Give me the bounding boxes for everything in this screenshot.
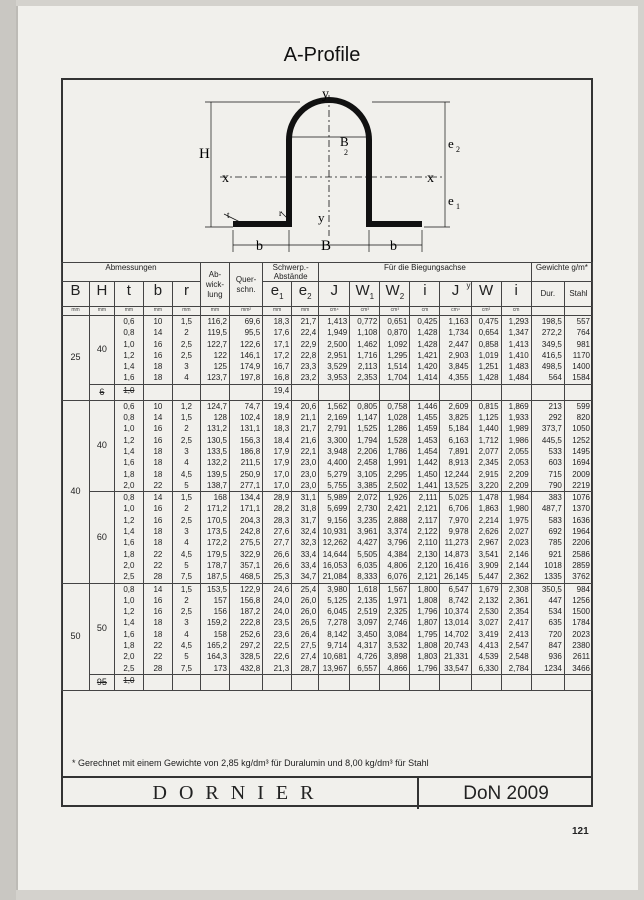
hdr-querschn: Quer-schn. (229, 263, 262, 307)
cell-Wx2 (380, 384, 410, 400)
cell-Wx2: 1,567 1,971 2,325 2,746 3,084 3,532 3,898 4,866 (380, 583, 410, 674)
cell-abw: 153,5 157 156 159,2 158 165,2 164,3 173 (200, 583, 229, 674)
cell-Wx1 (350, 384, 380, 400)
cell-Wx1: 2,072 2,730 3,235 3,961 4,427 5,505 6,035 8,333 (350, 492, 380, 583)
cell-H: 40 (89, 400, 114, 491)
sym-e2-main: e (298, 282, 308, 299)
cell-Wx1 (350, 674, 380, 690)
unit-H: mm (89, 307, 114, 316)
unit-Wx2: cm³ (380, 307, 410, 316)
cell-r (172, 674, 200, 690)
hdr-schwerp: Schwerp.-Abstände (263, 263, 319, 282)
cell-F (229, 384, 262, 400)
cell-e2: 20,6 21,1 21,7 21,6 22,1 23,0 23,0 23,0 (292, 400, 319, 491)
cell-H: 60 (89, 492, 114, 583)
unit-iy: cm (501, 307, 531, 316)
cell-b (143, 384, 172, 400)
cell-Wy: 1,478 1,863 2,214 2,626 2,967 3,541 3,909 5,447 (471, 492, 501, 583)
sym-Wx1-main: W (355, 282, 370, 299)
sym-ix: i (410, 282, 440, 307)
label-H: H (199, 146, 210, 162)
cell-e2: 25,4 26,0 26,0 26,5 26,4 27,5 27,4 28,7 (292, 583, 319, 674)
cell-Jy (440, 384, 471, 400)
label-e1-sub: 1 (456, 202, 460, 211)
cell-stahl (564, 384, 592, 400)
label-b-left: b (256, 239, 263, 254)
cell-abw: 116,2 119,5 122,7 122 125 123,7 (200, 316, 229, 385)
cell-t: 0,8 1,0 1,2 1,4 1,6 1,8 2,0 2,5 (114, 583, 143, 674)
sym-t: t (114, 282, 143, 307)
sym-stahl: Stahl (564, 282, 592, 307)
label-y-bottom: y (318, 210, 325, 225)
cell-e1: 24,6 24,0 24,0 23,5 23,6 22,5 22,6 21,3 (263, 583, 292, 674)
cell-Wy: 1,679 2,132 2,530 3,027 3,419 4,413 4,539 6,330 (471, 583, 501, 674)
cell-b: 10 14 16 16 18 18 (143, 316, 172, 385)
cell-stahl (564, 674, 592, 690)
cell-Jy (440, 674, 471, 690)
cell-stahl: 1076 1370 1636 1964 2206 2586 2859 3762 (564, 492, 592, 583)
table-row (62, 492, 593, 583)
cell-stahl: 557 764 981 1170 1400 1584 (564, 316, 592, 385)
cell-Wy (471, 384, 501, 400)
cell-iy: 2,308 2,361 2,354 2,417 2,413 2,547 2,548 2,784 (501, 583, 531, 674)
cell-H: 95 (89, 674, 114, 690)
cell-ix: 1,446 1,455 1,459 1,453 1,454 1,442 1,450 1,441 (410, 400, 440, 491)
table-row (62, 583, 593, 674)
cell-abw (200, 384, 229, 400)
unit-F (229, 307, 262, 316)
cell-F: 134,4 171,1 204,3 242,8 275,5 322,9 357,1 468,5 (229, 492, 262, 583)
cell-F (229, 674, 262, 690)
cell-Jy: 6,547 8,742 10,374 13,014 14,702 20,743 21,331 33,547 (440, 583, 471, 674)
cell-B: 40 (62, 400, 90, 583)
cell-r: 1,5 2 2,5 3 4 4,5 5 7,5 (172, 492, 200, 583)
sym-r: r (172, 282, 200, 307)
sym-Jx-main: J (330, 282, 338, 299)
hdr-biegung: Für die Biegungsachse (319, 263, 532, 282)
unit-r: mm (172, 307, 200, 316)
label-e2-sub: 2 (456, 145, 460, 154)
cell-ix (410, 384, 440, 400)
sym-e1-sub: 1 (279, 292, 284, 301)
cell-b: 10 14 16 16 18 18 18 22 (143, 400, 172, 491)
sym-Jy (440, 282, 471, 307)
cell-t: 0,8 1,0 1,2 1,4 1,6 1,8 2,0 2,5 (114, 492, 143, 583)
label-r: r (279, 208, 282, 218)
unit-dur (531, 307, 564, 316)
label-B2: B (340, 134, 349, 149)
cell-e1: 28,9 28,2 28,3 27,6 27,7 26,6 26,6 25,3 (263, 492, 292, 583)
cell-Wx2: 1,926 2,421 2,888 3,374 3,796 4,384 4,806 6,076 (380, 492, 410, 583)
cell-Wx1: 0,805 1,147 1,525 1,794 2,206 2,458 3,105 3,385 (350, 400, 380, 491)
cell-Wx1: 1,618 2,135 2,519 3,097 3,450 4,317 4,726 6,557 (350, 583, 380, 674)
cell-iy (501, 384, 531, 400)
cell-r: 1,5 2 2,5 2,5 3 4 (172, 316, 200, 385)
cell-dur: 198,5 272,2 349,5 416,5 498,5 564 (531, 316, 564, 385)
cell-B: 50 (62, 583, 90, 690)
cell-t: 1,0 (114, 384, 143, 400)
cell-ix: 2,111 2,121 2,117 2,122 2,110 2,130 2,120 2,121 (410, 492, 440, 583)
sym-Wx2-sub: 2 (399, 292, 405, 301)
cell-e1: 19,4 (263, 384, 292, 400)
cell-Wx2: 0,651 0,870 1,092 1,295 1,514 1,704 (380, 316, 410, 385)
cell-iy: 1,869 1,933 1,989 1,986 2,055 2,053 2,209 2,209 (501, 400, 531, 491)
cell-ix (410, 674, 440, 690)
unit-Jx: cm⁴ (319, 307, 350, 316)
cell-r: 1,5 2 2,5 3 4 4,5 5 7,5 (172, 583, 200, 674)
profile-outline (233, 100, 422, 224)
cell-abw: 168 171,2 170,5 173,5 172,2 179,5 178,7 187,5 (200, 492, 229, 583)
cell-Jx: 1,413 1,949 2,500 2,951 3,529 3,953 (319, 316, 350, 385)
page-number: 121 (572, 826, 589, 837)
table-row (62, 400, 593, 491)
sym-Wx1 (350, 282, 380, 307)
cell-B: 25 (62, 316, 90, 401)
unit-ix: cm (410, 307, 440, 316)
cell-b (143, 674, 172, 690)
maker-name: DORNIER (61, 778, 419, 809)
cell-e1: 18,3 17,6 17,1 17,2 16,7 16,8 (263, 316, 292, 385)
unit-F-text: mm² (241, 307, 252, 313)
unit-t: mm (114, 307, 143, 316)
cell-Wx2 (380, 674, 410, 690)
cell-abw: 124,7 128 131,2 130,5 133,5 132,2 139,5 138,7 (200, 400, 229, 491)
sym-e2-sub: 2 (307, 292, 312, 301)
cell-Jy: 1,163 1,734 2,447 2,903 3,845 4,355 (440, 316, 471, 385)
cell-Jx: 1,562 2,169 2,791 3,300 3,948 4,400 5,279 5,755 (319, 400, 350, 491)
title-block (61, 776, 593, 809)
cell-b: 14 16 16 18 18 22 22 28 (143, 492, 172, 583)
cell-Wy: 0,815 1,125 1,440 1,712 2,077 2,345 2,915 3,220 (471, 400, 501, 491)
cell-t: 0,6 0,8 1,0 1,2 1,4 1,6 (114, 316, 143, 385)
label-y-top: y (322, 87, 329, 102)
cell-r: 1,2 1,5 2 2,5 3 4 4,5 5 (172, 400, 200, 491)
label-B: B (321, 238, 332, 254)
cell-dur (531, 674, 564, 690)
sym-b: b (143, 282, 172, 307)
cell-dur: 350,5 447 534 635 720 847 936 1234 (531, 583, 564, 674)
cell-e2 (292, 674, 319, 690)
label-e2: e (448, 136, 454, 151)
label-t: t (227, 210, 230, 220)
cell-Wx1: 0,772 1,108 1,462 1,716 2,113 2,353 (350, 316, 380, 385)
cell-F: 69,6 95,5 122,6 146,1 174,9 197,8 (229, 316, 262, 385)
cell-abw (200, 674, 229, 690)
table-row (62, 674, 593, 690)
unit-e2: mm (292, 307, 319, 316)
cell-ix: 1,800 1,808 1,796 1,807 1,795 1,808 1,803 1,796 (410, 583, 440, 674)
sym-e2 (292, 282, 319, 307)
cell-H: 50 (89, 583, 114, 674)
cell-Jx (319, 674, 350, 690)
cell-iy: 1,984 1,980 1,975 2,027 2,023 2,146 2,144 2,362 (501, 492, 531, 583)
sym-iy: i (501, 282, 531, 307)
sym-Jy-main: J (451, 282, 460, 299)
unit-B: mm (62, 307, 90, 316)
table-row (62, 316, 593, 385)
footnote: * Gerechnet mit einem Gewichte von 2,85 kg/dm³ für Duralumin und 8,00 kg/dm³ für Stahl (72, 758, 429, 768)
cell-Wy (471, 674, 501, 690)
unit-e1: mm (263, 307, 292, 316)
cell-iy: 1,293 1,347 1,413 1,410 1,483 1,484 (501, 316, 531, 385)
cell-e2 (292, 384, 319, 400)
sym-dur: Dur. (531, 282, 564, 307)
cell-ix: 0,425 1,428 1,428 1,421 1,420 1,414 (410, 316, 440, 385)
cell-Jx: 3,980 5,125 6,045 7,278 8,142 9,714 10,681 13,967 (319, 583, 350, 674)
label-b-right: b (390, 239, 397, 254)
label-x-right: x (427, 171, 434, 186)
sym-B: B (62, 282, 90, 307)
unit-Wx1: cm³ (350, 307, 380, 316)
sym-Jx (319, 282, 350, 307)
cell-H: 40 (89, 316, 114, 385)
unit-stahl (564, 307, 592, 316)
document-code: DoN 2009 (463, 783, 549, 804)
label-x-left: x (222, 171, 229, 186)
unit-Jy: cm⁴ (440, 307, 471, 316)
sym-e1 (263, 282, 292, 307)
cell-Jx: 5,989 5,699 9,156 10,931 12,262 14,644 16,053 21,084 (319, 492, 350, 583)
cell-F: 74,7 102,4 131,1 156,3 186,8 211,5 250,9 277,1 (229, 400, 262, 491)
table-row (62, 384, 593, 400)
unit-b: mm (143, 307, 172, 316)
cell-t: 0,6 0,8 1,0 1,2 1,4 1,6 1,8 2,0 (114, 400, 143, 491)
cell-F: 122,9 156,8 187,2 222,8 252,6 297,2 328,5 432,8 (229, 583, 262, 674)
cell-iy (501, 674, 531, 690)
cell-t: 1,0 (114, 674, 143, 690)
sym-Wx1-sub: 1 (369, 292, 375, 301)
cell-e2: 21,7 22,4 22,9 22,8 23,3 23,2 (292, 316, 319, 385)
sym-Wy: W (471, 282, 501, 307)
cell-Jy: 2,609 3,825 5,184 6,163 7,891 8,913 12,244 13,525 (440, 400, 471, 491)
profile-table (61, 262, 593, 691)
hdr-abwicklung: Ab-wick-lung (200, 263, 229, 307)
unit-abw: mm (200, 307, 229, 316)
sym-Wx2-main: W (385, 282, 400, 299)
cell-Wy: 0,475 0,654 0,858 1,019 1,251 1,428 (471, 316, 501, 385)
cell-Wx2: 0,758 1,028 1,286 1,528 1,786 1,991 2,295 2,502 (380, 400, 410, 491)
cell-dur: 213 292 373,7 445,5 533 603 715 790 (531, 400, 564, 491)
cell-stahl: 984 1256 1500 1784 2023 2380 2611 3466 (564, 583, 592, 674)
label-B2-sub: 2 (344, 148, 348, 157)
cell-stahl: 599 820 1050 1252 1495 1694 2009 2219 (564, 400, 592, 491)
page-title: A-Profile (283, 44, 361, 66)
sym-e1-main: e (270, 282, 280, 299)
hdr-abmessungen: Abmessungen (62, 263, 201, 282)
label-e1: e (448, 193, 454, 208)
unit-Wy: cm³ (471, 307, 501, 316)
cell-Jx (319, 384, 350, 400)
cell-dur: 383 487,7 583 692 785 921 1018 1335 (531, 492, 564, 583)
cell-H: 6 (89, 384, 114, 400)
cell-e1: 19,4 18,9 18,3 18,4 17,9 17,9 17,0 17,0 (263, 400, 292, 491)
cell-e2: 31,1 31,8 31,7 32,4 32,3 33,4 33,4 34,7 (292, 492, 319, 583)
sym-Wx2 (380, 282, 410, 307)
cell-dur (531, 384, 564, 400)
cell-e1 (263, 674, 292, 690)
table-body (62, 316, 593, 691)
hdr-gewichte: Gewichte g/m* (531, 263, 592, 282)
cell-r (172, 384, 200, 400)
cell-b: 14 16 16 18 18 22 22 28 (143, 583, 172, 674)
axis-y-label: y (466, 281, 471, 290)
sym-H: H (89, 282, 114, 307)
cell-Jy: 5,025 6,706 7,970 9,978 11,273 14,873 16,416 26,145 (440, 492, 471, 583)
